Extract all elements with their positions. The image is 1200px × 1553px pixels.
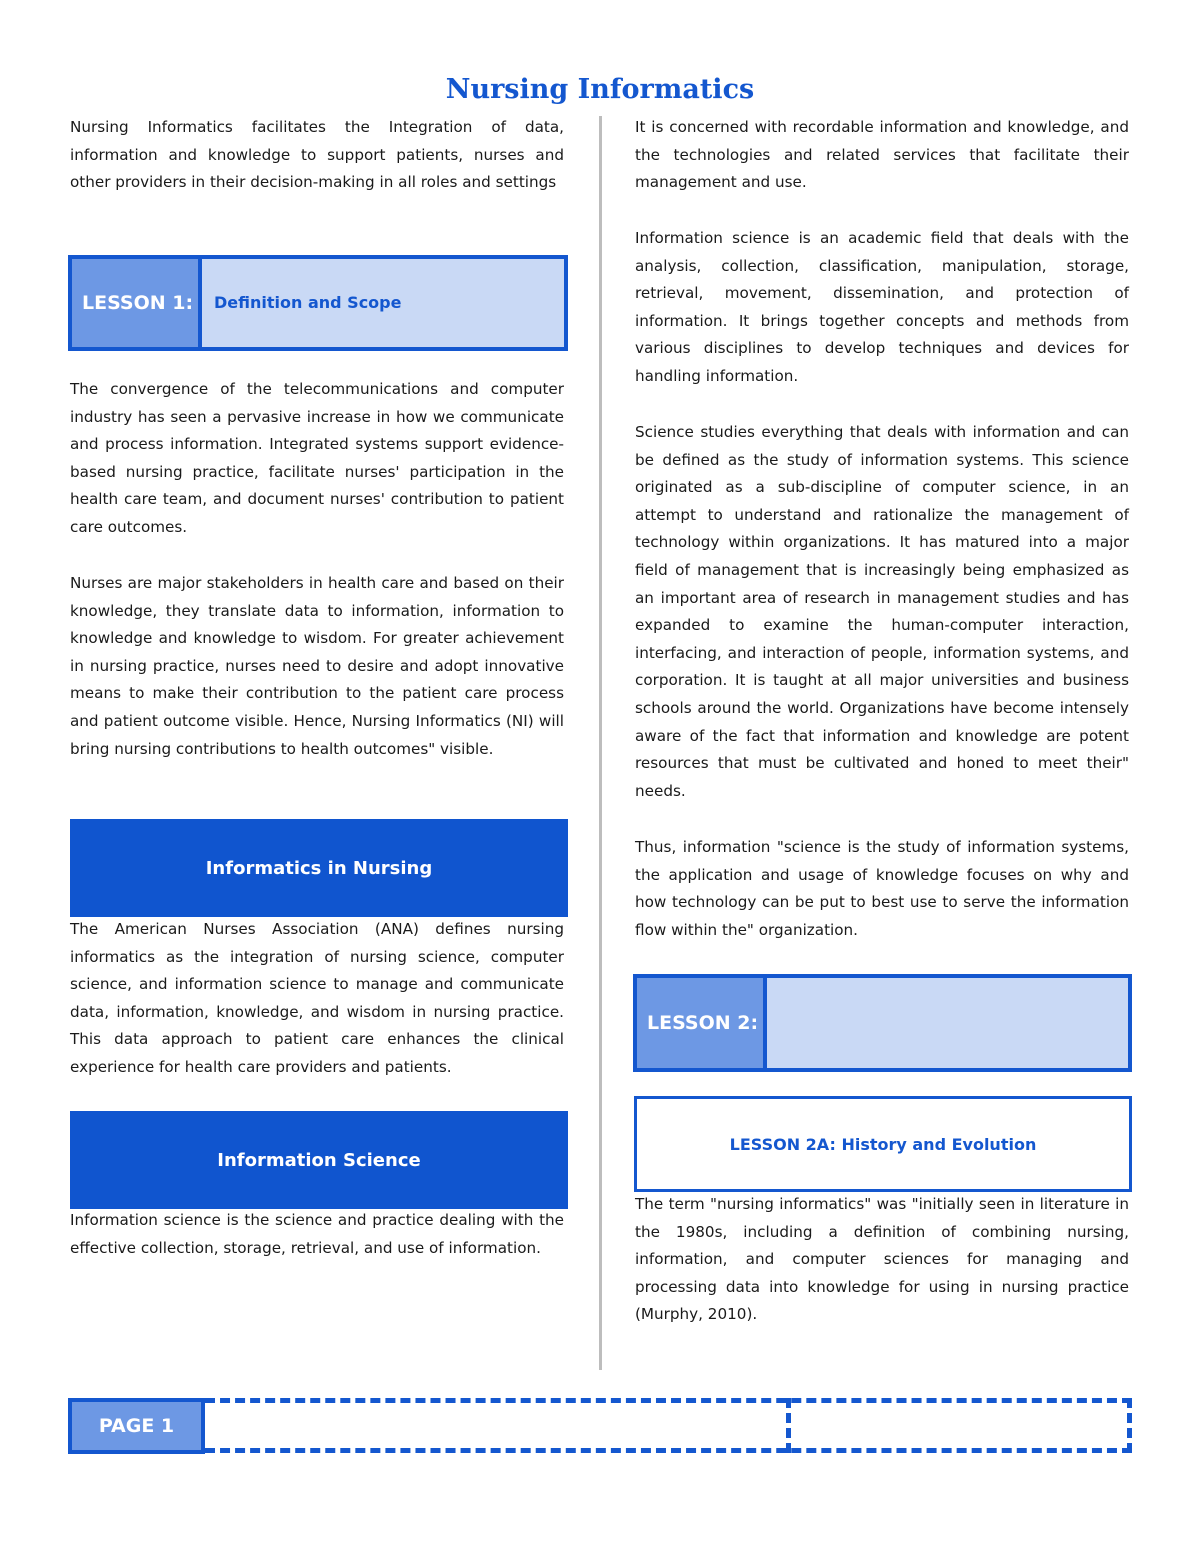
intro-paragraph: Nursing Informatics facilitates the Integration of data, information and knowledge to support patients, nurses and other providers in their decision-making in all roles and settings <box>70 118 564 192</box>
recordable-info-paragraph: It is concerned with recordable information and knowledge, and the technologies and related services that facilitate their management and use. <box>635 118 1129 192</box>
footer-dashed-bottom <box>205 1448 1132 1453</box>
convergence-paragraph: The convergence of the telecommunications and computer industry has seen a pervasive increase in how we communicate and process information. Integrated systems support evidence-based nursing practice, facilitate nurses' participation in the health care team, and document nurses' contribution to patient care outcomes. <box>70 380 564 536</box>
lesson-2-number: LESSON 2: <box>637 978 767 1068</box>
thus-paragraph: Thus, information "science is the study of information systems, the application and usage of knowledge focuses on why and how technology can be put to best use to serve the information flow within the" organization. <box>635 838 1129 939</box>
science-studies-paragraph: Science studies everything that deals with information and can be defined as the study of information systems. This science originated as a sub-discipline of computer science, in an attempt to understand and rationalize the management of technology within organizations. It has matured into a major field of management that is increasingly being emphasized as an important area of research in management studies and has expanded to examine the human-computer interaction, interfacing, and interaction of people, information systems, and corporation. It is taught at all major universities and business schools around the world. Organizations have become intensely aware of the fact that information and knowledge are potent resources that must be cultivated and honed to meet their" needs. <box>635 423 1129 800</box>
information-science-banner: Information Science <box>70 1111 568 1209</box>
lesson-1-number: LESSON 1: <box>72 259 202 347</box>
document-title: Nursing Informatics <box>445 74 755 105</box>
footer-dashed-divider <box>786 1398 791 1453</box>
nursing-informatics-term-paragraph: The term "nursing informatics" was "initially seen in literature in the 1980s, including a definition of combining nursing, information, and computer sciences for managing and processing data into knowledge for using in nursing practice (Murphy, 2010). <box>635 1195 1129 1324</box>
footer-dashed-top <box>205 1398 1132 1403</box>
lesson-2-box <box>633 974 1132 1072</box>
lesson-1-title: Definition and Scope <box>214 293 402 312</box>
stakeholders-paragraph: Nurses are major stakeholders in health care and based on their knowledge, they translate data to information, information to knowledge and knowledge to wisdom. For greater achievement in nursing practice, nurses need to desire and adopt innovative means to make their contribution to the patient care process and patient outcome visible. Hence, Nursing Informatics (NI) will bring nursing contributions to health outcomes" visible. <box>70 574 564 758</box>
page-number-label: PAGE 1 <box>68 1398 205 1454</box>
information-science-paragraph: Information science is the science and practice dealing with the effective collection, storage, retrieval, and use of information. <box>70 1211 564 1257</box>
footer-dashed-right <box>1127 1398 1132 1453</box>
column-divider <box>599 116 602 1370</box>
ana-definition-paragraph: The American Nurses Association (ANA) defines nursing informatics as the integration of nursing science, computer science, and information science to manage and communicate data, information, knowledge, and wisdom in nursing practice. This data approach to patient care enhances the clinical experience for health care providers and patients. <box>70 920 564 1076</box>
lesson-1-box <box>68 255 568 351</box>
lesson-2a-box: LESSON 2A: History and Evolution <box>634 1096 1132 1192</box>
academic-field-paragraph: Information science is an academic field that deals with the analysis, collection, classification, manipulation, storage, retrieval, movement, dissemination, and protection of information. It brings together concepts and methods from various disciplines to develop techniques and devices for handling information. <box>635 229 1129 385</box>
informatics-in-nursing-banner: Informatics in Nursing <box>70 819 568 917</box>
